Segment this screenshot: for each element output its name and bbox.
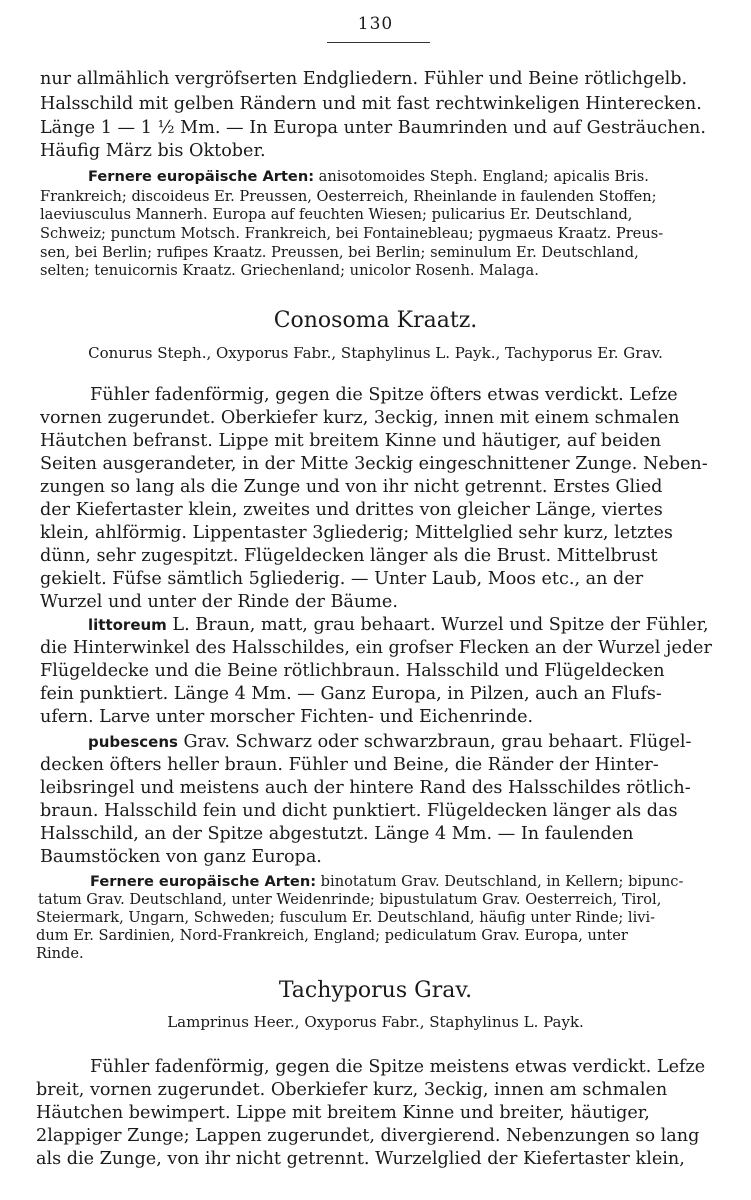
text-line: selten; tenuicornis Kraatz. Griechenland; unicolor Rosenh. Malaga. (40, 262, 539, 279)
text-line: 2lappiger Zunge; Lappen zugerundet, divergierend. Nebenzungen so lang (36, 1126, 700, 1146)
text-run: L. Braun, matt, grau behaart. Wurzel und Spitze der Fühler, (166, 615, 709, 635)
section-label: Fernere europäische Arten: (90, 873, 317, 890)
text-line: Baumstöcken von ganz Europa. (40, 847, 322, 867)
text-line (88, 168, 649, 185)
text-line: vornen zugerundet. Oberkiefer kurz, 3eckig, innen mit einem schmalen (40, 408, 680, 428)
text-line: Rinde. (36, 945, 84, 962)
text-line: Schweiz; punctum Motsch. Frankreich, bei Fontainebleau; pygmaeus Kraatz. Preus- (40, 225, 664, 242)
text-line: leibsringel und meistens auch der hintere Rand des Halsschildes rötlich- (40, 778, 691, 798)
text-line: dum Er. Sardinien, Nord-Frankreich, England; pediculatum Grav. Europa, unter (36, 927, 628, 944)
text-line: klein, ahlförmig. Lippentaster 3gliederig; Mittelglied sehr kurz, letztes (40, 523, 673, 543)
text-line: sen, bei Berlin; rufipes Kraatz. Preussen, bei Berlin; seminulum Er. Deutschland, (40, 244, 639, 261)
text-run: anisotomoides Steph. England; apicalis Bris. (314, 168, 649, 185)
page-number: 130 (357, 14, 394, 34)
text-line: Halsschild, an der Spitze abgestutzt. Länge 4 Mm. — In faulenden (40, 824, 634, 844)
text-run: Grav. Schwarz oder schwarzbraun, grau behaart. Flügel- (177, 732, 692, 752)
text-line: als die Zunge, von ihr nicht getrennt. Wurzelglied der Kiefertaster klein, (36, 1149, 685, 1169)
text-line: Fühler fadenförmig, gegen die Spitze öfters etwas verdickt. Lefze (90, 385, 678, 405)
text-line: gekielt. Füfse sämtlich 5gliederig. — Unter Laub, Moos etc., an der (40, 569, 644, 589)
species-name: littoreum (88, 616, 167, 634)
text-run: binotatum Grav. Deutschland, in Kellern; bipunc- (316, 873, 684, 890)
text-line: dünn, sehr zugespitzt. Flügeldecken länger als die Brust. Mittelbrust (40, 546, 658, 566)
text-line: Frankreich; discoideus Er. Preussen, Oesterreich, Rheinlande in faulenden Stoffen; (40, 188, 657, 205)
species-name: pubescens (88, 733, 178, 751)
text-line: Länge 1 — 1 ½ Mm. — In Europa unter Baumrinden und auf Gesträuchen. (40, 118, 706, 138)
text-line: breit, vornen zugerundet. Oberkiefer kurz, 3eckig, innen am schmalen (36, 1080, 668, 1100)
header-rule (327, 42, 430, 43)
text-line: decken öfters heller braun. Fühler und Beine, die Ränder der Hinter- (40, 755, 659, 775)
text-line: nur allmählich vergröfserten Endgliedern. Fühler und Beine rötlichgelb. (40, 69, 688, 89)
text-line: fein punktiert. Länge 4 Mm. — Ganz Europa, in Pilzen, auch an Flufs- (40, 684, 662, 704)
text-line: Flügeldecke und die Beine rötlichbraun. Halsschild und Flügeldecken (40, 661, 665, 681)
genus-synonyms-tachyporus: Lamprinus Heer., Oxyporus Fabr., Staphylinus L. Payk. (167, 1013, 584, 1031)
text-line: die Hinterwinkel des Halsschildes, ein grofser Flecken an der Wurzel jeder (40, 638, 712, 658)
text-line: Fühler fadenförmig, gegen die Spitze meistens etwas verdickt. Lefze (90, 1057, 706, 1077)
text-line: Wurzel und unter der Rinde der Bäume. (40, 592, 398, 612)
text-line: zungen so lang als die Zunge und von ihr nicht getrennt. Erstes Glied (40, 477, 663, 497)
text-line: Seiten ausgerandeter, in der Mitte 3eckig eingeschnittener Zunge. Neben- (40, 454, 708, 474)
text-line: Steiermark, Ungarn, Schweden; fusculum Er. Deutschland, häufig unter Rinde; livi- (36, 909, 656, 926)
text-line: Häutchen befranst. Lippe mit breitem Kinne und häutiger, auf beiden (40, 431, 662, 451)
text-line: Häutchen bewimpert. Lippe mit breitem Kinne und breiter, häutiger, (36, 1103, 650, 1123)
text-line: der Kiefertaster klein, zweites und drittes von gleicher Länge, viertes (40, 500, 663, 520)
text-line (88, 615, 709, 635)
genus-heading-tachyporus: Tachyporus Grav. (278, 978, 473, 1003)
text-line: Häufig März bis Oktober. (40, 141, 266, 161)
text-line: ufern. Larve unter morscher Fichten- und Eichenrinde. (40, 707, 534, 727)
text-line (90, 873, 683, 890)
section-label: Fernere europäische Arten: (88, 168, 315, 185)
text-line: braun. Halsschild fein und dicht punktiert. Flügeldecken länger als das (40, 801, 678, 821)
text-line (88, 732, 691, 752)
text-line: laeviusculus Mannerh. Europa auf feuchten Wiesen; pulicarius Er. Deutschland, (40, 206, 633, 223)
genus-heading-conosoma: Conosoma Kraatz. (273, 308, 478, 333)
genus-synonyms-conosoma: Conurus Steph., Oxyporus Fabr., Staphylinus L. Payk., Tachyporus Er. Grav. (88, 344, 663, 362)
text-line: Halsschild mit gelben Rändern und mit fast rechtwinkeligen Hinterecken. (40, 94, 702, 114)
text-line: tatum Grav. Deutschland, unter Weidenrinde; bipustulatum Grav. Oesterreich, Tirol, (38, 891, 662, 908)
